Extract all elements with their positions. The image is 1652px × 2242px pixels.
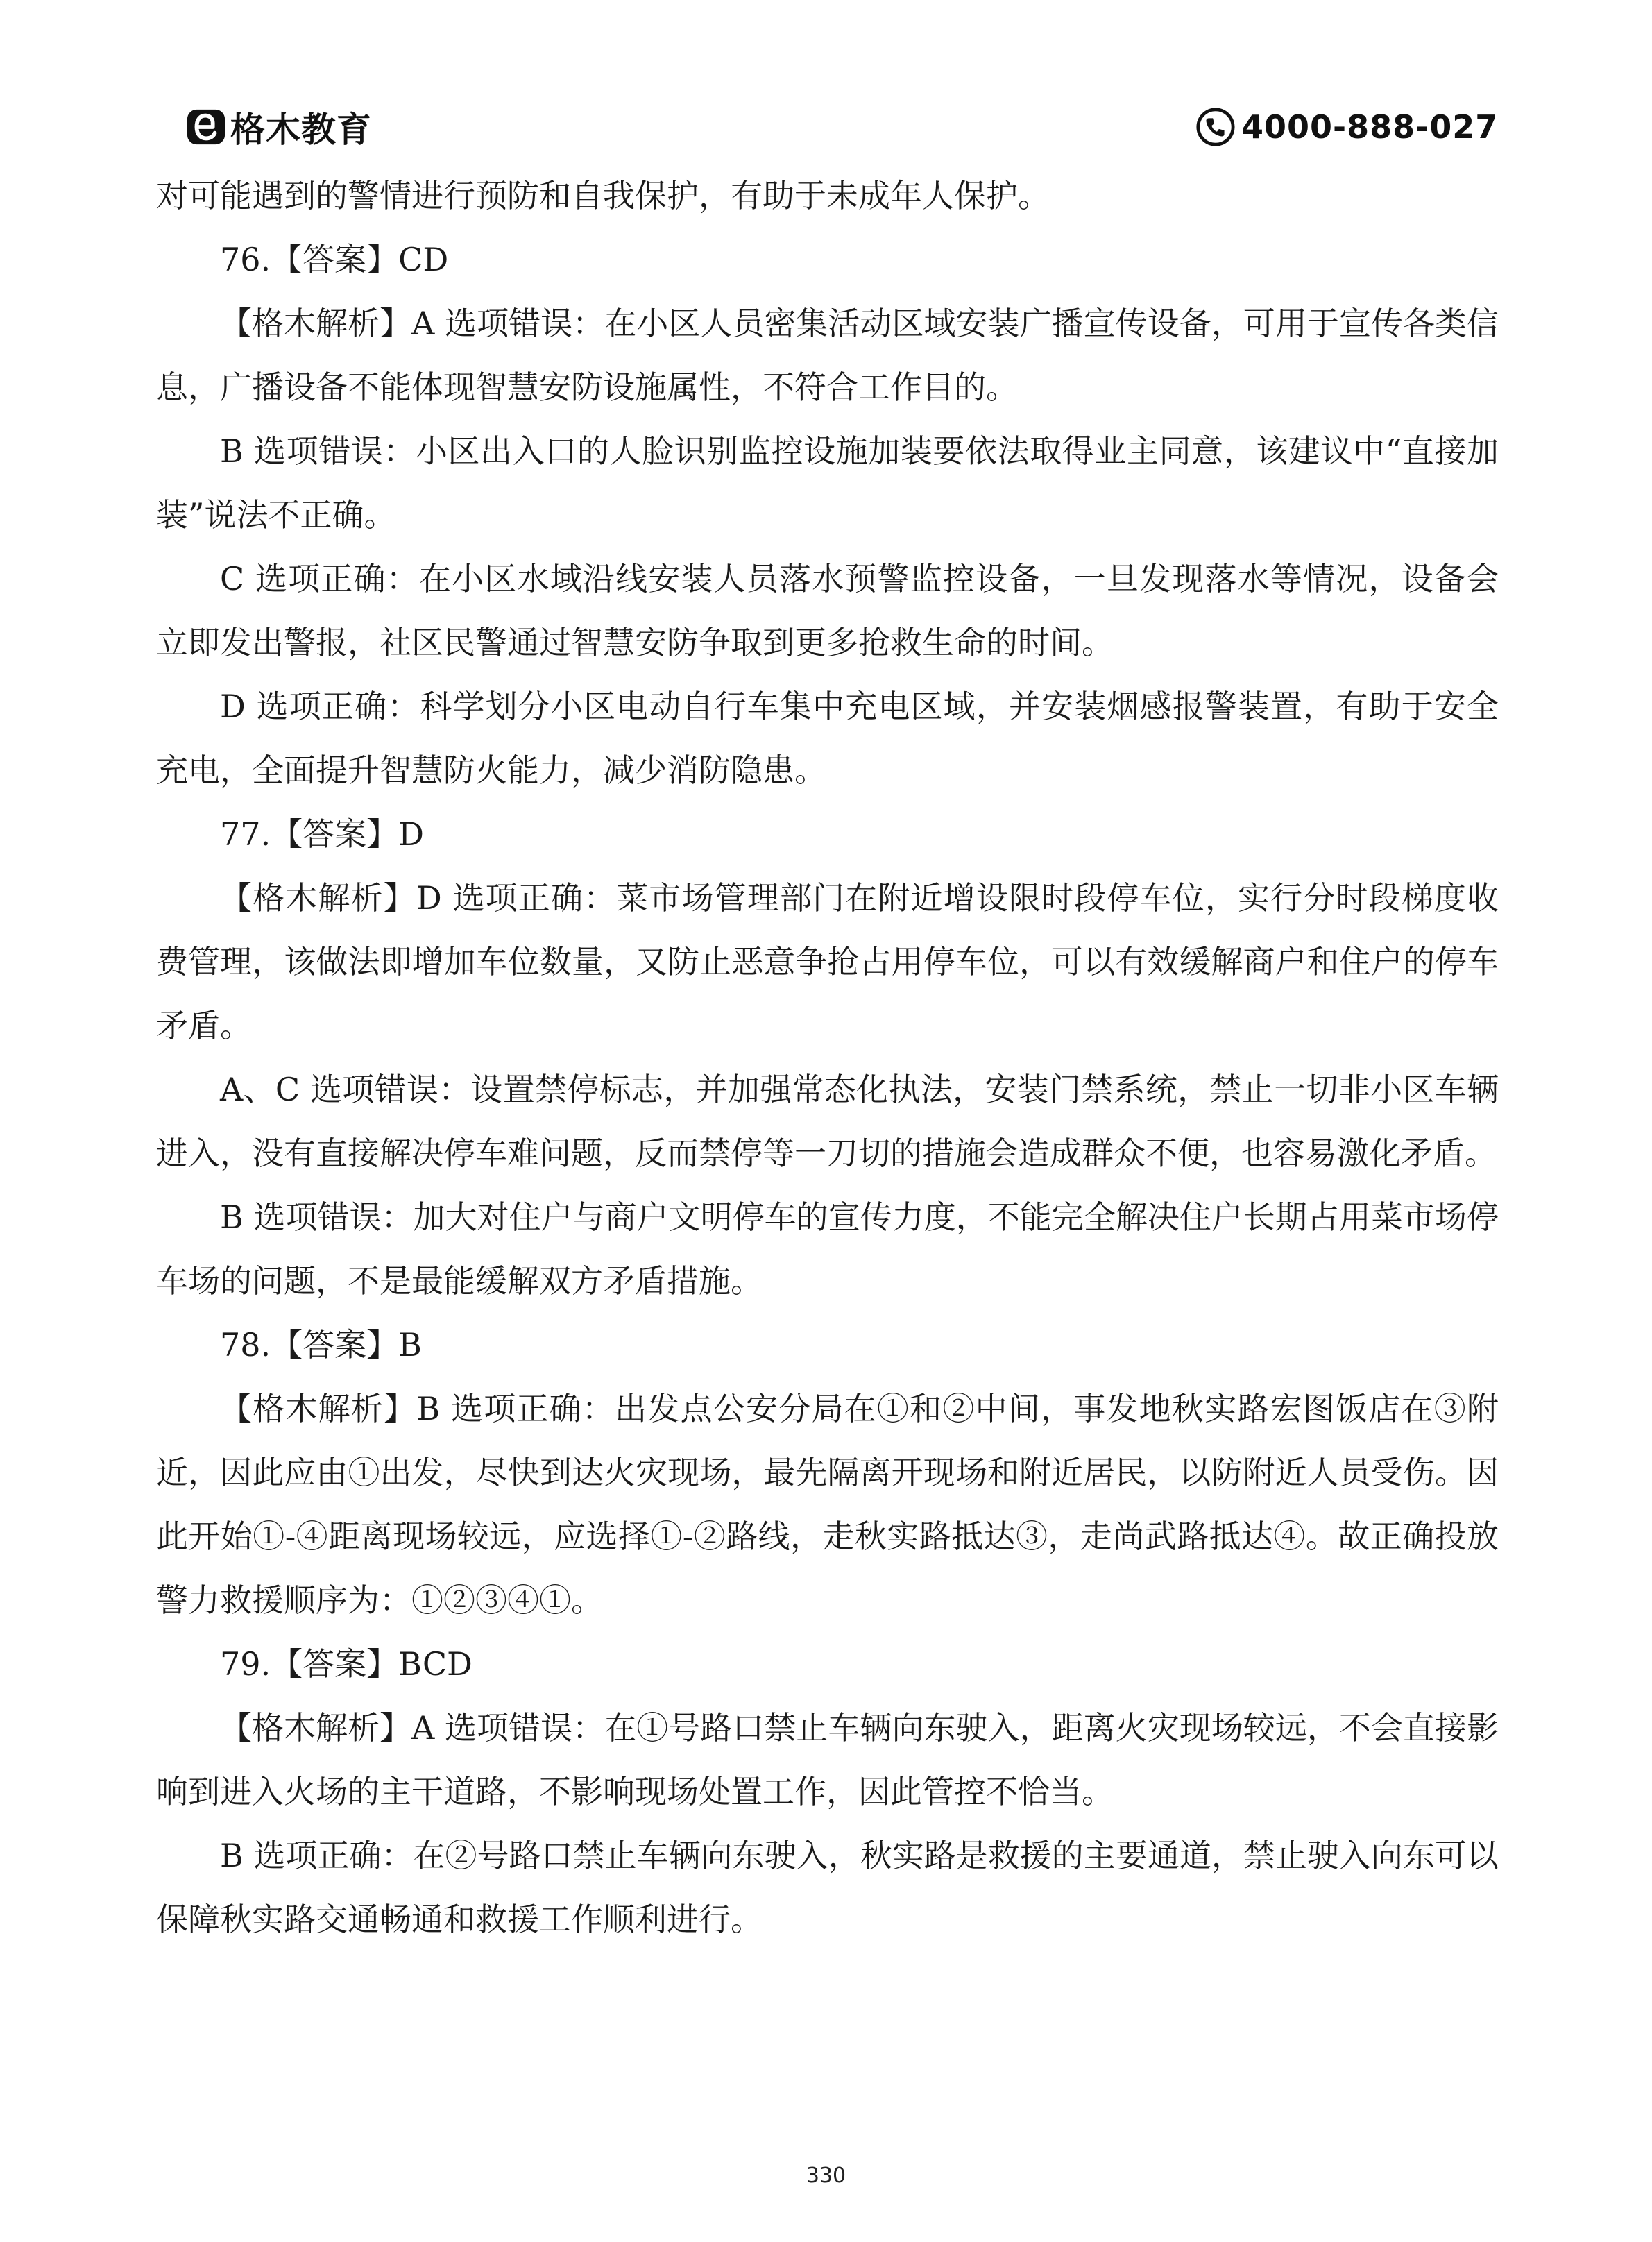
phone-contact [1195, 103, 1498, 151]
answer-explanations [156, 164, 1499, 1951]
answer-heading-77: 77.【答案】D [220, 815, 425, 853]
paragraph: 【格木解析】A 选项错误：在小区人员密集活动区域安装广播宣传设备，可用于宣传各类信息，广播设备不能体现智慧安防设施属性，不符合工作目的。 [156, 305, 1499, 406]
paragraph: A、C 选项错误：设置禁停标志，并加强常态化执法，安装门禁系统，禁止一切非小区车辆进入，没有直接解决停车难问题，反而禁停等一刀切的措施会造成群众不便，也容易激化矛盾。 [156, 1071, 1499, 1172]
paragraph: B 选项错误：小区出入口的人脸识别监控设施加装要依法取得业主同意，该建议中“直接加装”说法不正确。 [156, 432, 1499, 534]
answer-heading-79: 79.【答案】BCD [220, 1645, 472, 1683]
page-number: 330 [806, 2164, 846, 2188]
paragraph: 【格木解析】A 选项错误：在①号路口禁止车辆向东驶入，距离火灾现场较远，不会直接影响到进入火场的主干道路，不影响现场处置工作，因此管控不恰当。 [156, 1709, 1499, 1810]
brand-e-icon [186, 107, 226, 147]
brand-name: 格木教育 [230, 110, 372, 150]
paragraph: 【格木解析】B 选项正确：出发点公安分局在①和②中间，事发地秋实路宏图饭店在③附近，因此应由①出发，尽快到达火灾现场，最先隔离开现场和附近居民，以防附近人员受伤。因此开始①-④距离现场较远，应选择①-②路线，走秋实路抵达③，走尚武路抵达④。故正确投放警力救援顺序为：①②③④①。 [156, 1390, 1499, 1619]
phone-icon [1195, 107, 1236, 147]
answer-heading-78: 78.【答案】B [220, 1326, 422, 1364]
paragraph: D 选项正确：科学划分小区电动自行车集中充电区域，并安装烟感报警装置，有助于安全充电，全面提升智慧防火能力，减少消防隐患。 [156, 688, 1499, 789]
brand-logo [186, 103, 372, 151]
paragraph: B 选项错误：加大对住户与商户文明停车的宣传力度，不能完全解决住户长期占用菜市场停车场的问题，不是最能缓解双方矛盾措施。 [156, 1198, 1499, 1300]
phone-number: 4000-888-027 [1241, 108, 1499, 146]
paragraph: 【格木解析】D 选项正确：菜市场管理部门在附近增设限时段停车位，实行分时段梯度收费管理，该做法即增加车位数量，又防止恶意争抢占用停车位，可以有效缓解商户和住户的停车矛盾。 [156, 879, 1499, 1044]
answer-heading-76: 76.【答案】CD [220, 241, 449, 278]
paragraph: 对可能遇到的警情进行预防和自我保护，有助于未成年人保护。 [156, 177, 1050, 214]
paragraph: C 选项正确：在小区水域沿线安装人员落水预警监控设备，一旦发现落水等情况，设备会立即发出警报，社区民警通过智慧安防争取到更多抢救生命的时间。 [156, 560, 1499, 661]
page-header [0, 0, 1652, 160]
paragraph: B 选项正确：在②号路口禁止车辆向东驶入，秋实路是救援的主要通道，禁止驶入向东可以保障秋实路交通畅通和救援工作顺利进行。 [156, 1837, 1499, 1938]
